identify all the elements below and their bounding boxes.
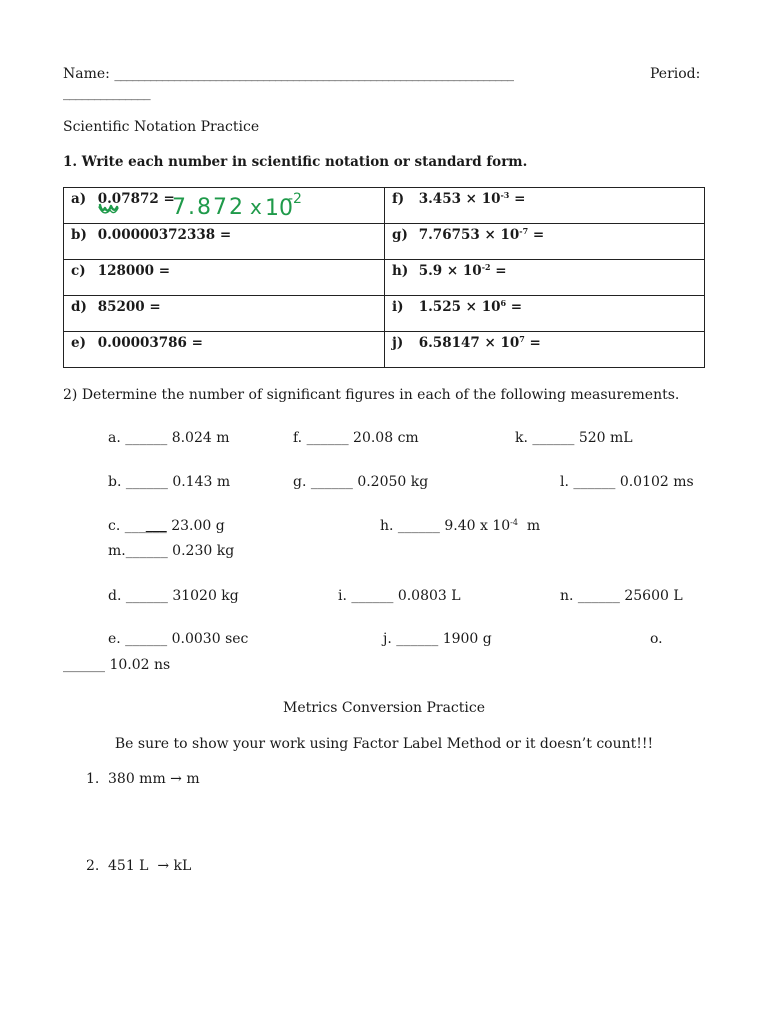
sigfig-item-e: e. ______ 0.0030 sec — [108, 631, 249, 647]
table-cell — [64, 224, 385, 260]
problem-text: 451 L → kL — [108, 858, 192, 874]
sigfig-item-o-continued: ______ 10.02 ns — [63, 657, 171, 673]
item-label: i) — [392, 299, 404, 315]
sigfig-item-d: d. ______ 31020 kg — [108, 588, 239, 604]
item-suffix: = — [528, 227, 545, 243]
table-row — [64, 260, 705, 296]
table-cell — [385, 332, 705, 368]
page-title: Scientific Notation Practice — [63, 119, 260, 135]
name-line — [63, 66, 513, 82]
item-suffix: = — [524, 335, 541, 351]
table-cell — [64, 296, 385, 332]
sigfig-item-o: o. — [650, 631, 663, 647]
item-label: d) — [71, 299, 87, 315]
name-blank: ___________________________________________________________________ — [114, 66, 513, 82]
sigfig-item-a: a. ______ 8.024 m — [108, 430, 230, 446]
sigfig-item-j: j. ______ 1900 g — [383, 631, 492, 647]
sigfig-item-b: b. ______ 0.143 m — [108, 474, 231, 490]
problem-number: 2. — [86, 858, 100, 874]
q2-prompt: 2) Determine the number of significant figures in each of the following measurements. — [63, 387, 680, 403]
item-exponent: -2 — [481, 262, 491, 272]
sigfig-item-h-exponent: -4 — [510, 518, 518, 527]
sigfig-item-c-underline: ___ — [145, 518, 167, 534]
sigfig-item-c-value: 23.00 g — [166, 518, 225, 534]
item-label: e) — [71, 335, 86, 351]
item-suffix: = — [506, 299, 523, 315]
item-base: 3.453 × 10 — [418, 191, 501, 207]
item-base: 7.76753 × 10 — [418, 227, 520, 243]
sigfig-item-f: f. ______ 20.08 cm — [293, 430, 419, 446]
table-cell — [385, 260, 705, 296]
item-label: b) — [71, 227, 87, 243]
item-text: 0.00003786 = — [97, 335, 203, 351]
item-text: 85200 = — [97, 299, 161, 315]
item-exponent: 7 — [519, 334, 525, 344]
table-row — [64, 332, 705, 368]
sigfig-item-m: m.______ 0.230 kg — [108, 543, 235, 559]
metrics-instruction: Be sure to show your work using Factor Label Method or it doesn’t count!!! — [114, 736, 654, 752]
sigfig-item-n: n. ______ 25600 L — [560, 588, 683, 604]
name-label: Name: — [63, 66, 110, 82]
item-label: f) — [392, 191, 405, 207]
period-blank: ______________ — [63, 85, 150, 101]
item-text: 0.00000372338 = — [97, 227, 232, 243]
table-cell — [64, 332, 385, 368]
scientific-notation-table — [63, 187, 705, 368]
sigfig-item-h-text: h. ______ 9.40 x 10 — [380, 518, 511, 534]
sigfig-item-c-label: c. ___ — [108, 518, 146, 534]
item-label: j) — [392, 335, 404, 351]
sigfig-item-k: k. ______ 520 mL — [515, 430, 633, 446]
sigfig-item-i: i. ______ 0.0803 L — [338, 588, 461, 604]
table-cell — [385, 296, 705, 332]
item-label: c) — [71, 263, 86, 279]
table-row — [64, 224, 705, 260]
table-row — [64, 188, 705, 224]
sigfig-item-g: g. ______ 0.2050 kg — [293, 474, 429, 490]
problem-number: 1. — [86, 771, 100, 787]
item-suffix: = — [490, 263, 507, 279]
metrics-title: Metrics Conversion Practice — [282, 700, 486, 716]
table-cell — [385, 224, 705, 260]
item-base: 5.9 × 10 — [418, 263, 482, 279]
sigfig-item-h-unit: m — [517, 518, 541, 534]
table-row — [64, 296, 705, 332]
sigfig-item-c — [108, 518, 225, 534]
conversion-problem — [86, 771, 200, 787]
sigfig-item-h — [380, 518, 540, 534]
item-suffix: = — [509, 191, 526, 207]
item-exponent: -7 — [519, 226, 529, 236]
handwritten-times: x — [250, 195, 262, 219]
item-exponent: -3 — [500, 190, 510, 200]
problem-text: 380 mm → m — [108, 771, 200, 787]
q1-prompt: 1. Write each number in scientific notation or standard form. — [63, 154, 528, 170]
item-base: 6.58147 × 10 — [418, 335, 520, 351]
handwritten-exponent: -2 — [288, 191, 302, 207]
handwritten-mantissa: 7.872 — [172, 195, 245, 220]
conversion-problem — [86, 858, 191, 874]
item-label: g) — [392, 227, 408, 243]
period-label: Period: — [650, 66, 701, 82]
table-cell — [385, 188, 705, 224]
item-text: 0.07872 = — [97, 191, 175, 207]
item-exponent: 6 — [500, 298, 507, 308]
item-text: 128000 = — [97, 263, 171, 279]
item-label: h) — [392, 263, 409, 279]
sigfig-item-l: l. ______ 0.0102 ms — [560, 474, 694, 490]
table-cell — [64, 260, 385, 296]
item-label: a) — [71, 191, 87, 207]
handwritten-base: 10 — [265, 196, 293, 221]
table-cell — [64, 188, 385, 224]
item-base: 1.525 × 10 — [418, 299, 501, 315]
